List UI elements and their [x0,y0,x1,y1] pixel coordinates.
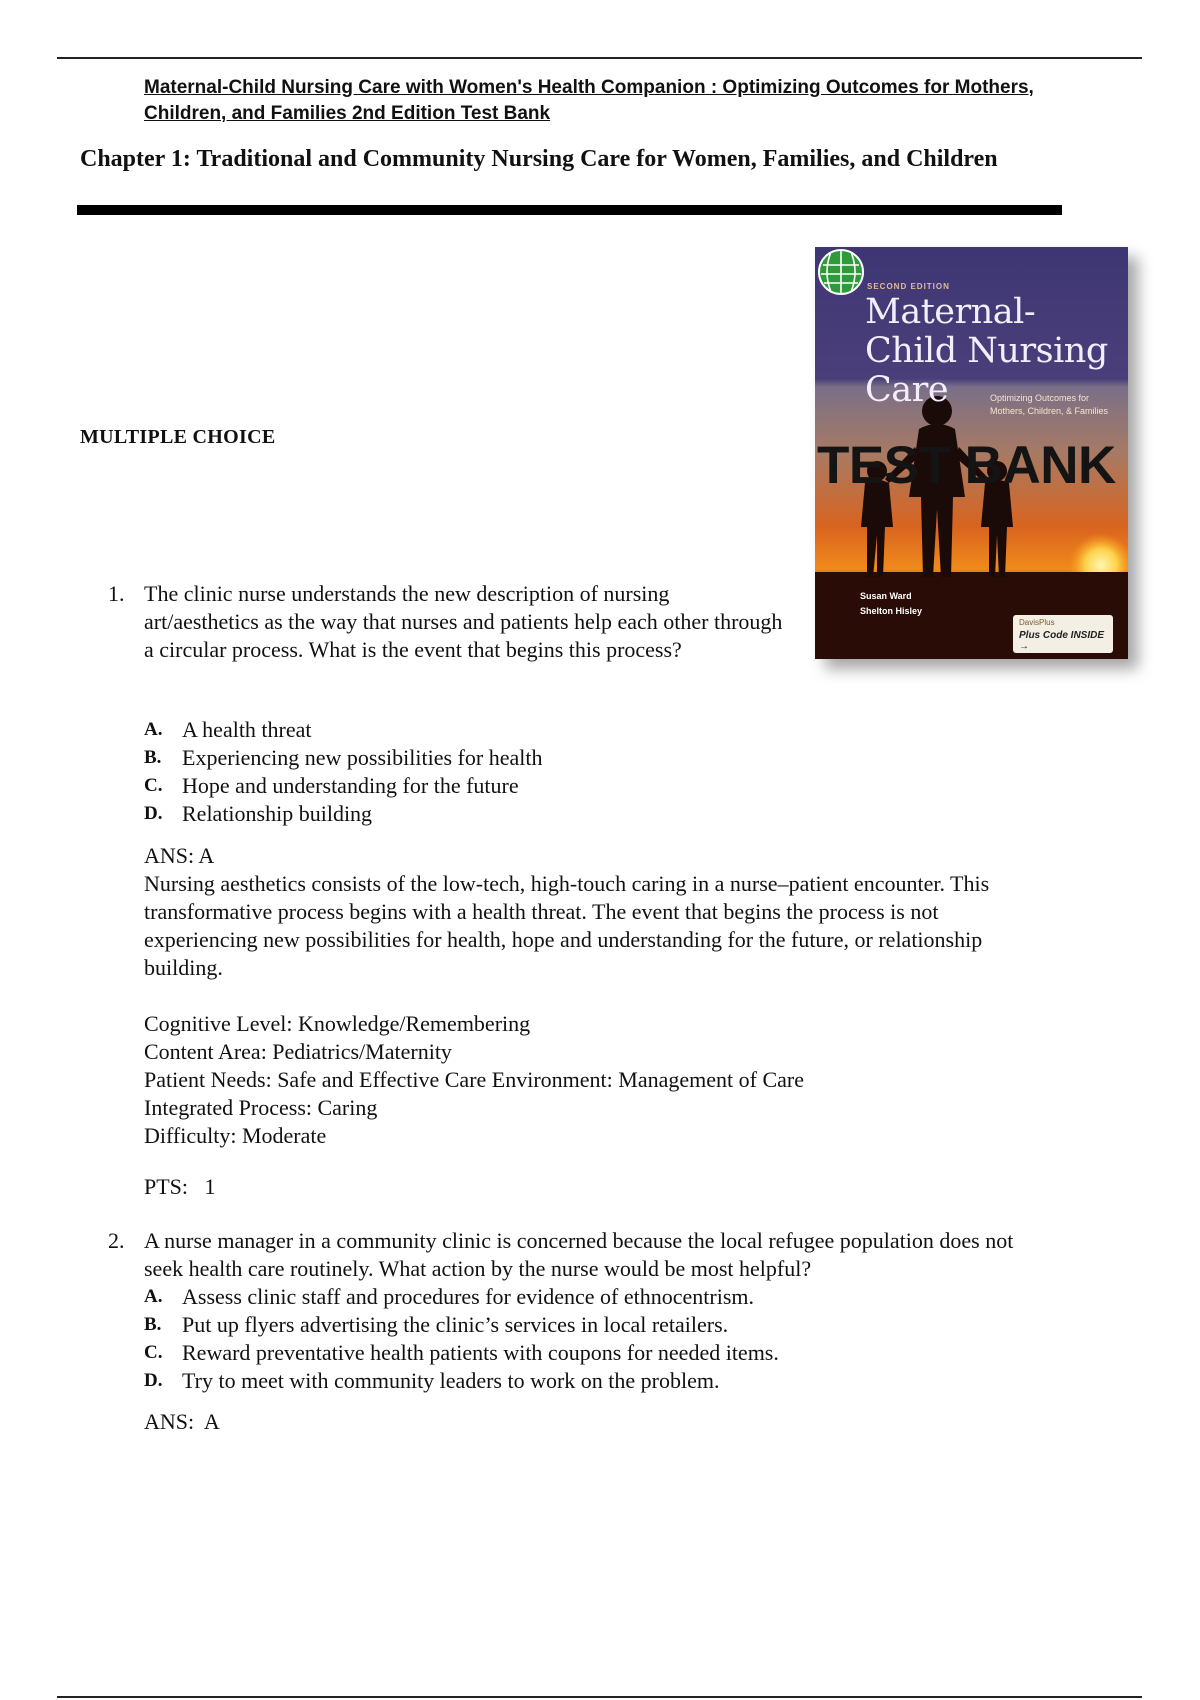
choice-letter: D. [144,803,163,824]
cover-author-1: Susan Ward [860,591,912,601]
cover-author-2: Shelton Hisley [860,606,923,616]
cover-title: Maternal-Child Nursing Care [865,292,1108,410]
choice-a [144,1283,779,1311]
question-number: 1. [108,581,125,606]
choice-letter: A. [144,719,163,740]
choice-text: Put up flyers advertising the clinic’s services in local retailers. [182,1312,729,1337]
choice-letter: D. [144,1370,163,1391]
points: PTS: 1 [144,1174,216,1199]
cover-authors [860,589,922,619]
choice-d [144,1367,779,1395]
answer-key: ANS: A [144,1409,220,1434]
difficulty: Difficulty: Moderate [144,1123,327,1148]
choice-b [144,1311,779,1339]
question-metadata [144,1010,1044,1150]
content-area: Content Area: Pediatrics/Maternity [144,1039,452,1064]
chapter-title: Chapter 1: Traditional and Community Nursing Care for Women, Families, and Children [80,146,998,172]
choice-letter: A. [144,1286,163,1307]
badge-brand: DavisPlus [1019,618,1055,627]
book-title-link[interactable]: Maternal-Child Nursing Care with Women's Health Companion : Optimizing Outcomes for Mothers, Children, and Families 2nd Edition Test Bank [144,77,1034,124]
choice-text: Hope and understanding for the future [182,773,519,798]
choice-letter: C. [144,1342,163,1363]
answer-choices [144,1283,779,1395]
rationale: Nursing aesthetics consists of the low-tech, high-touch caring in a nurse–patient encounter. This transformative process begins with a health threat. The event that begins the process is not experiencing new possibilities for health, hope and understanding for the future, or relationship building. [144,871,990,980]
section-heading: MULTIPLE CHOICE [80,426,276,448]
chapter-divider [77,205,1062,215]
question-stem: A nurse manager in a community clinic is concerned because the local refugee population does not seek health care routinely. What action by the nurse would be most helpful? [144,1228,1014,1281]
choice-text: A health threat [182,717,312,742]
test-bank-stamp: TEST BANK [817,436,1116,495]
choice-d [144,800,542,828]
patient-needs: Patient Needs: Safe and Effective Care Environment: Management of Care [144,1067,804,1092]
badge-code: Plus Code INSIDE → [1019,630,1105,652]
question-stem: The clinic nurse understands the new description of nursing art/aesthetics as the way that nurses and patients help each other through a circular process. What is the event that begins this process? [144,581,783,662]
plus-code-badge [1013,615,1113,653]
choice-text: Relationship building [182,801,373,826]
book-cover-image [815,247,1128,659]
choice-b [144,744,542,772]
top-rule [57,57,1142,59]
choice-c [144,1339,779,1367]
choice-letter: B. [144,1314,162,1335]
integrated-process: Integrated Process: Caring [144,1095,378,1120]
cognitive-level: Cognitive Level: Knowledge/Remembering [144,1011,531,1036]
answer-key: ANS: A [144,843,215,868]
bottom-rule [57,1696,1142,1698]
choice-text: Assess clinic staff and procedures for evidence of ethnocentrism. [182,1284,755,1309]
choice-text: Reward preventative health patients with coupons for needed items. [182,1340,779,1365]
choice-text: Experiencing new possibilities for health [182,745,543,770]
choice-text: Try to meet with community leaders to work on the problem. [182,1368,720,1393]
choice-letter: B. [144,747,162,768]
globe-icon [815,247,867,297]
question-number: 2. [108,1228,125,1253]
choice-a [144,716,542,744]
cover-subtitle: Optimizing Outcomes for Mothers, Children, & Families [990,393,1109,416]
choice-letter: C. [144,775,163,796]
choice-c [144,772,542,800]
answer-choices [144,716,542,828]
cover-edition: SECOND EDITION [867,282,950,291]
